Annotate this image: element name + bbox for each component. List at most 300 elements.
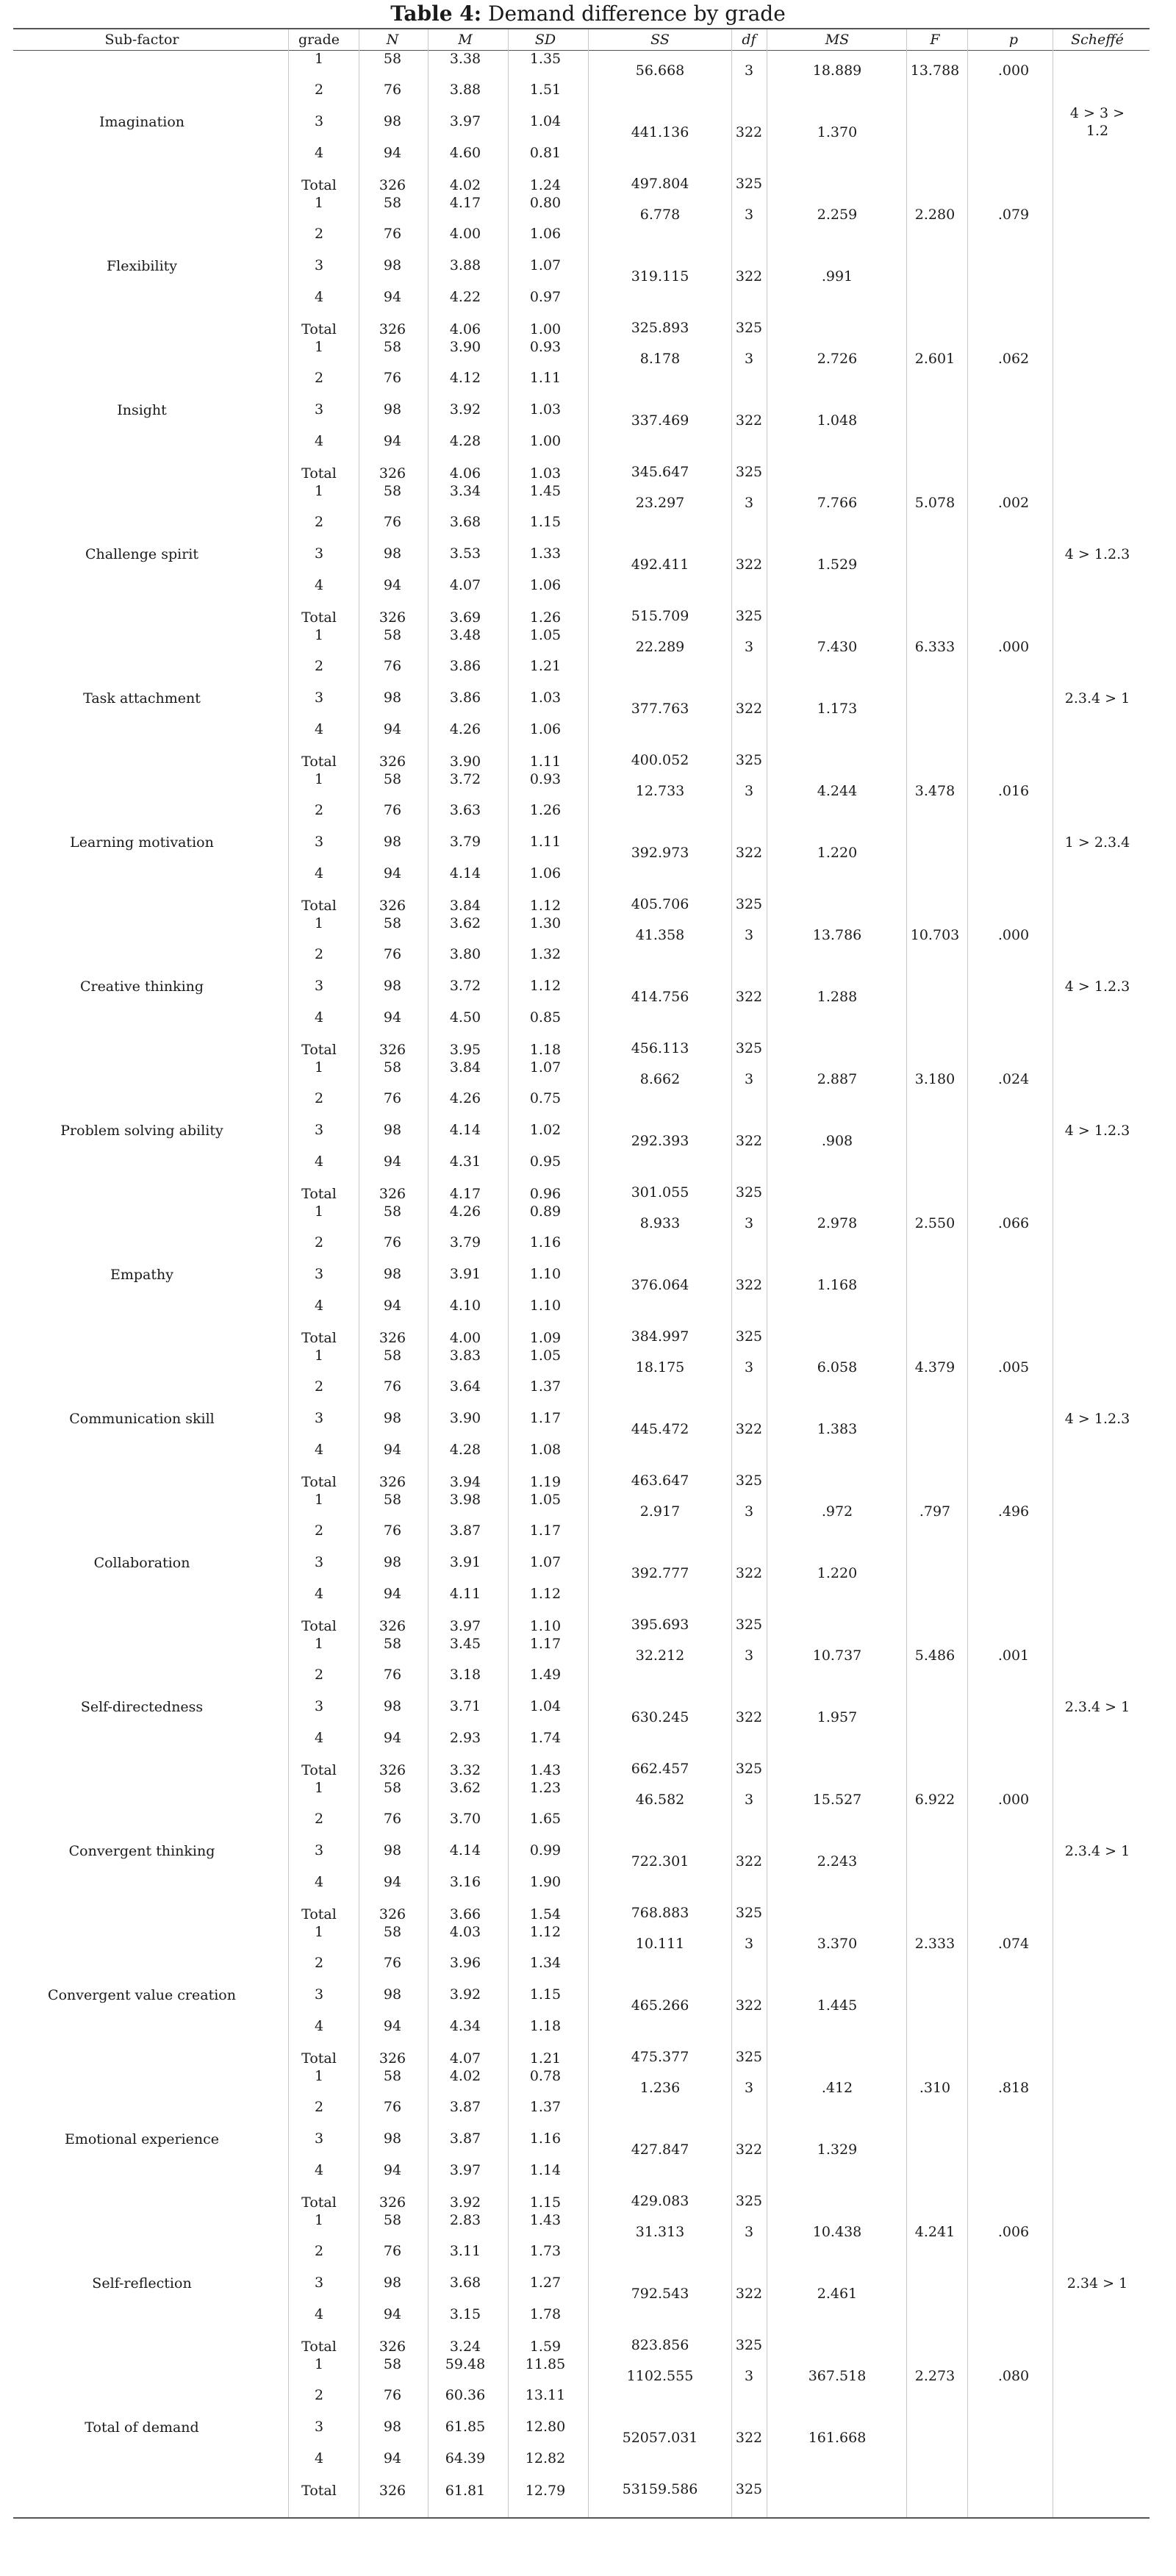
cell-n: 326 bbox=[379, 1042, 406, 1058]
cell-grade: 1 bbox=[314, 1924, 324, 1940]
cell-n: 58 bbox=[383, 1203, 402, 1220]
header-p: p bbox=[1008, 32, 1019, 48]
cell-n: 98 bbox=[383, 2419, 402, 2435]
cell-df: 322 bbox=[735, 1277, 763, 1293]
cell-ss: 53159.586 bbox=[622, 2481, 698, 2497]
cell-scheffe: 4 > 3 > 1.2 bbox=[1069, 105, 1125, 139]
cell-p: .000 bbox=[997, 639, 1030, 655]
cell-grade: Total bbox=[301, 1762, 337, 1778]
cell-sd: 1.59 bbox=[529, 2339, 562, 2355]
cell-n: 326 bbox=[379, 465, 406, 482]
cell-ms: 1.329 bbox=[817, 2142, 858, 2158]
cell-m: 3.92 bbox=[449, 2194, 481, 2211]
cell-df: 325 bbox=[735, 176, 763, 192]
cell-df: 322 bbox=[735, 2430, 763, 2446]
cell-grade: 3 bbox=[314, 1986, 324, 2003]
cell-df: 322 bbox=[735, 1853, 763, 1870]
cell-m: 3.83 bbox=[449, 1348, 481, 1364]
cell-sd: 1.11 bbox=[529, 834, 562, 850]
cell-df: 325 bbox=[735, 1473, 763, 1489]
cell-n: 58 bbox=[383, 483, 402, 499]
cell-f: 3.180 bbox=[914, 1071, 956, 1087]
cell-df: 3 bbox=[744, 495, 754, 511]
cell-f: 2.601 bbox=[914, 351, 956, 367]
cell-m: 3.97 bbox=[449, 1618, 481, 1634]
cell-ms: 367.518 bbox=[808, 2368, 867, 2384]
cell-m: 3.88 bbox=[449, 257, 481, 273]
cell-f: 5.486 bbox=[914, 1647, 956, 1664]
cell-ss: 475.377 bbox=[631, 2049, 689, 2065]
cell-m: 3.16 bbox=[449, 1874, 481, 1890]
cell-grade: 3 bbox=[314, 401, 324, 418]
cell-m: 3.62 bbox=[449, 1780, 481, 1796]
cell-sd: 1.73 bbox=[529, 2243, 562, 2259]
cell-m: 4.28 bbox=[449, 1442, 481, 1458]
cell-grade: 4 bbox=[314, 577, 324, 593]
cell-sd: 1.06 bbox=[529, 865, 562, 881]
cell-grade: Total bbox=[301, 1906, 337, 1922]
cell-df: 322 bbox=[735, 412, 763, 429]
cell-sd: 1.05 bbox=[529, 627, 562, 643]
cell-df: 3 bbox=[744, 1647, 754, 1664]
cell-p: .062 bbox=[997, 351, 1030, 367]
cell-ms: 7.766 bbox=[817, 495, 858, 511]
cell-sd: 1.37 bbox=[529, 2099, 562, 2115]
cell-n: 76 bbox=[383, 802, 402, 818]
cell-n: 98 bbox=[383, 1698, 402, 1714]
cell-df: 322 bbox=[735, 1421, 763, 1437]
cell-p: .016 bbox=[997, 783, 1030, 799]
cell-ms: 1.383 bbox=[817, 1421, 858, 1437]
subfactor-name: Total of demand bbox=[85, 2419, 199, 2436]
cell-grade: 2 bbox=[314, 1955, 324, 1971]
cell-m: 3.87 bbox=[449, 2130, 481, 2147]
cell-n: 76 bbox=[383, 226, 402, 242]
cell-m: 4.11 bbox=[449, 1586, 481, 1602]
cell-sd: 1.16 bbox=[529, 1234, 562, 1251]
top-rule bbox=[13, 28, 1150, 29]
cell-m: 4.10 bbox=[449, 1298, 481, 1314]
cell-m: 4.06 bbox=[449, 321, 481, 337]
cell-df: 325 bbox=[735, 2337, 763, 2353]
subfactor-name: Self-directedness bbox=[80, 1699, 204, 1715]
cell-sd: 0.89 bbox=[529, 1203, 562, 1220]
cell-sd: 1.18 bbox=[529, 1042, 562, 1058]
cell-sd: 1.30 bbox=[529, 915, 562, 931]
cell-m: 61.85 bbox=[445, 2419, 486, 2435]
cell-scheffe: 2.3.4 > 1 bbox=[1064, 1843, 1130, 1859]
cell-m: 4.50 bbox=[449, 1009, 481, 1026]
cell-grade: 4 bbox=[314, 1298, 324, 1314]
cell-sd: 1.33 bbox=[529, 545, 562, 562]
cell-sd: 1.74 bbox=[529, 1730, 562, 1746]
cell-grade: Total bbox=[301, 1330, 337, 1346]
cell-m: 3.91 bbox=[449, 1554, 481, 1570]
cell-m: 60.36 bbox=[445, 2387, 486, 2403]
cell-n: 98 bbox=[383, 690, 402, 706]
cell-grade: 1 bbox=[314, 2356, 324, 2372]
cell-grade: Total bbox=[301, 898, 337, 914]
cell-m: 4.28 bbox=[449, 433, 481, 449]
cell-m: 2.93 bbox=[449, 1730, 481, 1746]
cell-ss: 497.804 bbox=[631, 176, 689, 192]
cell-m: 3.94 bbox=[449, 1474, 481, 1490]
cell-m: 4.26 bbox=[449, 1203, 481, 1220]
cell-sd: 0.81 bbox=[529, 145, 562, 161]
cell-ms: .412 bbox=[821, 2080, 853, 2096]
cell-sd: 1.15 bbox=[529, 1986, 562, 2003]
cell-n: 326 bbox=[379, 2339, 406, 2355]
cell-grade: Total bbox=[301, 2339, 337, 2355]
cell-df: 325 bbox=[735, 896, 763, 912]
cell-scheffe: 4 > 1.2.3 bbox=[1064, 978, 1130, 995]
cell-ms: 10.737 bbox=[812, 1647, 862, 1664]
cell-m: 3.95 bbox=[449, 1042, 481, 1058]
cell-ss: 463.647 bbox=[631, 1473, 689, 1489]
cell-n: 58 bbox=[383, 1059, 402, 1076]
cell-ss: 441.136 bbox=[631, 124, 689, 140]
cell-m: 4.12 bbox=[449, 370, 481, 386]
cell-n: 326 bbox=[379, 754, 406, 770]
cell-sd: 1.07 bbox=[529, 257, 562, 273]
cell-grade: 3 bbox=[314, 1266, 324, 1282]
cell-sd: 0.99 bbox=[529, 1842, 562, 1858]
table-caption: Demand difference by grade bbox=[481, 1, 786, 26]
header-subfactor: Sub-factor bbox=[104, 32, 179, 48]
cell-grade: 3 bbox=[314, 2275, 324, 2291]
cell-scheffe: 2.3.4 > 1 bbox=[1064, 690, 1130, 706]
cell-p: .002 bbox=[997, 495, 1030, 511]
cell-grade: Total bbox=[301, 321, 337, 337]
cell-f: 2.273 bbox=[914, 2368, 956, 2384]
cell-sd: 1.02 bbox=[529, 1122, 562, 1138]
cell-n: 94 bbox=[383, 1009, 402, 1026]
cell-grade: Total bbox=[301, 1042, 337, 1058]
cell-f: 3.478 bbox=[914, 783, 956, 799]
cell-n: 98 bbox=[383, 257, 402, 273]
cell-m: 3.86 bbox=[449, 690, 481, 706]
cell-n: 76 bbox=[383, 658, 402, 674]
cell-grade: Total bbox=[301, 465, 337, 482]
cell-m: 4.14 bbox=[449, 1122, 481, 1138]
cell-m: 3.79 bbox=[449, 834, 481, 850]
cell-grade: 4 bbox=[314, 145, 324, 161]
cell-grade: 4 bbox=[314, 1730, 324, 1746]
cell-sd: 1.05 bbox=[529, 1492, 562, 1508]
cell-sd: 1.12 bbox=[529, 978, 562, 994]
cell-ss: 56.668 bbox=[635, 62, 685, 79]
subfactor-name: Collaboration bbox=[93, 1555, 190, 1571]
cell-sd: 1.03 bbox=[529, 401, 562, 418]
header-M: M bbox=[458, 32, 473, 48]
cell-df: 322 bbox=[735, 268, 763, 285]
cell-sd: 1.10 bbox=[529, 1298, 562, 1314]
cell-ms: 6.058 bbox=[817, 1359, 858, 1375]
cell-grade: 1 bbox=[314, 627, 324, 643]
cell-ms: 2.887 bbox=[817, 1071, 858, 1087]
cell-grade: 4 bbox=[314, 2018, 324, 2034]
cell-m: 3.70 bbox=[449, 1811, 481, 1827]
column-divider bbox=[906, 29, 907, 2517]
subfactor-name: Insight bbox=[117, 402, 167, 418]
cell-ms: 1.529 bbox=[817, 557, 858, 573]
cell-sd: 1.26 bbox=[529, 802, 562, 818]
cell-m: 3.72 bbox=[449, 771, 481, 787]
cell-n: 58 bbox=[383, 339, 402, 355]
cell-m: 3.34 bbox=[449, 483, 481, 499]
cell-m: 3.96 bbox=[449, 1955, 481, 1971]
cell-grade: 3 bbox=[314, 1122, 324, 1138]
cell-sd: 1.65 bbox=[529, 1811, 562, 1827]
cell-sd: 1.12 bbox=[529, 1586, 562, 1602]
cell-grade: 2 bbox=[314, 2099, 324, 2115]
cell-grade: Total bbox=[301, 1474, 337, 1490]
cell-m: 4.07 bbox=[449, 2050, 481, 2067]
cell-df: 3 bbox=[744, 783, 754, 799]
cell-ms: 1.370 bbox=[817, 124, 858, 140]
cell-ss: 301.055 bbox=[631, 1184, 689, 1201]
cell-n: 98 bbox=[383, 2130, 402, 2147]
cell-ms: 18.889 bbox=[812, 62, 862, 79]
cell-m: 4.31 bbox=[449, 1153, 481, 1170]
cell-f: 5.078 bbox=[914, 495, 956, 511]
cell-f: 2.333 bbox=[914, 1936, 956, 1952]
cell-m: 3.68 bbox=[449, 2275, 481, 2291]
cell-ss: 630.245 bbox=[631, 1709, 689, 1725]
cell-ms: 2.243 bbox=[817, 1853, 858, 1870]
cell-m: 3.45 bbox=[449, 1636, 481, 1652]
cell-n: 94 bbox=[383, 721, 402, 737]
cell-grade: 1 bbox=[314, 1492, 324, 1508]
cell-df: 3 bbox=[744, 1792, 754, 1808]
cell-grade: 2 bbox=[314, 2243, 324, 2259]
cell-m: 3.38 bbox=[449, 51, 481, 67]
cell-m: 3.53 bbox=[449, 545, 481, 562]
cell-df: 322 bbox=[735, 701, 763, 717]
cell-grade: 2 bbox=[314, 1090, 324, 1106]
cell-n: 94 bbox=[383, 1298, 402, 1314]
cell-grade: 3 bbox=[314, 2130, 324, 2147]
cell-m: 3.80 bbox=[449, 946, 481, 962]
cell-m: 4.60 bbox=[449, 145, 481, 161]
cell-sd: 1.27 bbox=[529, 2275, 562, 2291]
cell-ss: 1.236 bbox=[639, 2080, 681, 2096]
cell-ss: 722.301 bbox=[631, 1853, 689, 1870]
cell-ss: 392.777 bbox=[631, 1565, 689, 1581]
cell-grade: 1 bbox=[314, 483, 324, 499]
cell-grade: 4 bbox=[314, 1153, 324, 1170]
column-divider bbox=[288, 29, 289, 2517]
cell-m: 3.86 bbox=[449, 658, 481, 674]
cell-sd: 1.07 bbox=[529, 1554, 562, 1570]
cell-m: 3.87 bbox=[449, 1523, 481, 1539]
header-MS: MS bbox=[825, 32, 850, 48]
cell-ss: 325.893 bbox=[631, 320, 689, 336]
cell-grade: 3 bbox=[314, 1410, 324, 1426]
cell-sd: 1.54 bbox=[529, 1906, 562, 1922]
cell-m: 3.91 bbox=[449, 1266, 481, 1282]
cell-grade: 2 bbox=[314, 1811, 324, 1827]
cell-sd: 1.16 bbox=[529, 2130, 562, 2147]
cell-m: 4.17 bbox=[449, 195, 481, 211]
cell-df: 325 bbox=[735, 2193, 763, 2209]
cell-n: 76 bbox=[383, 1090, 402, 1106]
cell-n: 94 bbox=[383, 1730, 402, 1746]
cell-m: 3.92 bbox=[449, 1986, 481, 2003]
cell-ss: 792.543 bbox=[631, 2286, 689, 2302]
cell-ss: 768.883 bbox=[631, 1905, 689, 1921]
cell-grade: Total bbox=[301, 1186, 337, 1202]
cell-df: 325 bbox=[735, 464, 763, 480]
cell-ss: 492.411 bbox=[631, 557, 689, 573]
cell-sd: 1.45 bbox=[529, 483, 562, 499]
cell-df: 322 bbox=[735, 1565, 763, 1581]
cell-grade: 4 bbox=[314, 1874, 324, 1890]
cell-ss: 405.706 bbox=[631, 896, 689, 912]
cell-grade: 1 bbox=[314, 1059, 324, 1076]
cell-n: 76 bbox=[383, 514, 402, 530]
cell-ms: 2.726 bbox=[817, 351, 858, 367]
cell-grade: 2 bbox=[314, 946, 324, 962]
cell-df: 3 bbox=[744, 2368, 754, 2384]
cell-grade: 2 bbox=[314, 802, 324, 818]
cell-df: 322 bbox=[735, 845, 763, 861]
cell-grade: 2 bbox=[314, 82, 324, 98]
cell-n: 58 bbox=[383, 2356, 402, 2372]
cell-sd: 1.78 bbox=[529, 2306, 562, 2322]
cell-df: 325 bbox=[735, 2049, 763, 2065]
cell-ss: 8.933 bbox=[639, 1215, 681, 1231]
header-grade: grade bbox=[298, 32, 340, 48]
cell-n: 76 bbox=[383, 1234, 402, 1251]
cell-df: 325 bbox=[735, 1184, 763, 1201]
cell-ms: 2.978 bbox=[817, 1215, 858, 1231]
cell-ss: 52057.031 bbox=[622, 2430, 698, 2446]
cell-df: 322 bbox=[735, 2142, 763, 2158]
cell-ss: 31.313 bbox=[635, 2224, 685, 2240]
cell-sd: 0.80 bbox=[529, 195, 562, 211]
cell-ms: 1.288 bbox=[817, 989, 858, 1005]
cell-grade: 1 bbox=[314, 339, 324, 355]
header-rule bbox=[13, 50, 1150, 51]
cell-sd: 1.11 bbox=[529, 370, 562, 386]
cell-ss: 32.212 bbox=[635, 1647, 685, 1664]
subfactor-name: Imagination bbox=[98, 114, 185, 130]
cell-ms: 1.957 bbox=[817, 1709, 858, 1725]
cell-grade: 3 bbox=[314, 1842, 324, 1858]
cell-n: 58 bbox=[383, 1924, 402, 1940]
cell-n: 94 bbox=[383, 1153, 402, 1170]
cell-n: 326 bbox=[379, 1762, 406, 1778]
cell-sd: 1.06 bbox=[529, 226, 562, 242]
cell-grade: 3 bbox=[314, 257, 324, 273]
column-divider bbox=[588, 29, 589, 2517]
cell-n: 76 bbox=[383, 946, 402, 962]
cell-m: 3.66 bbox=[449, 1906, 481, 1922]
cell-ss: 41.358 bbox=[635, 927, 685, 943]
cell-n: 94 bbox=[383, 433, 402, 449]
cell-grade: 4 bbox=[314, 865, 324, 881]
cell-sd: 1.23 bbox=[529, 1780, 562, 1796]
header-df: df bbox=[742, 32, 756, 48]
cell-grade: 4 bbox=[314, 721, 324, 737]
cell-n: 326 bbox=[379, 898, 406, 914]
bottom-rule bbox=[13, 2517, 1150, 2519]
cell-ss: 319.115 bbox=[631, 268, 689, 285]
cell-df: 322 bbox=[735, 989, 763, 1005]
column-divider bbox=[731, 29, 732, 2517]
cell-m: 3.32 bbox=[449, 1762, 481, 1778]
cell-grade: 1 bbox=[314, 771, 324, 787]
cell-n: 58 bbox=[383, 771, 402, 787]
cell-sd: 1.26 bbox=[529, 609, 562, 626]
cell-p: .818 bbox=[997, 2080, 1030, 2096]
cell-m: 4.00 bbox=[449, 226, 481, 242]
cell-m: 3.97 bbox=[449, 2162, 481, 2178]
cell-sd: 1.10 bbox=[529, 1618, 562, 1634]
cell-sd: 1.12 bbox=[529, 1924, 562, 1940]
cell-sd: 1.14 bbox=[529, 2162, 562, 2178]
cell-grade: 3 bbox=[314, 978, 324, 994]
cell-n: 94 bbox=[383, 1442, 402, 1458]
cell-df: 3 bbox=[744, 1359, 754, 1375]
cell-n: 76 bbox=[383, 2387, 402, 2403]
cell-m: 3.15 bbox=[449, 2306, 481, 2322]
cell-f: 2.280 bbox=[914, 207, 956, 223]
cell-ms: 10.438 bbox=[812, 2224, 862, 2240]
cell-m: 3.11 bbox=[449, 2243, 481, 2259]
cell-p: .005 bbox=[997, 1359, 1030, 1375]
subfactor-name: Challenge spirit bbox=[85, 546, 198, 562]
cell-sd: 1.49 bbox=[529, 1667, 562, 1683]
cell-n: 98 bbox=[383, 1986, 402, 2003]
cell-ss: 429.083 bbox=[631, 2193, 689, 2209]
cell-p: .079 bbox=[997, 207, 1030, 223]
cell-n: 326 bbox=[379, 2194, 406, 2211]
cell-f: 4.379 bbox=[914, 1359, 956, 1375]
cell-ms: 3.370 bbox=[817, 1936, 858, 1952]
cell-scheffe: 2.34 > 1 bbox=[1066, 2275, 1128, 2291]
cell-sd: 1.08 bbox=[529, 1442, 562, 1458]
cell-n: 98 bbox=[383, 1122, 402, 1138]
cell-f: 2.550 bbox=[914, 1215, 956, 1231]
cell-m: 3.68 bbox=[449, 514, 481, 530]
cell-ms: 2.259 bbox=[817, 207, 858, 223]
cell-sd: 1.06 bbox=[529, 577, 562, 593]
cell-m: 4.26 bbox=[449, 721, 481, 737]
cell-n: 326 bbox=[379, 2483, 406, 2499]
cell-n: 326 bbox=[379, 1474, 406, 1490]
cell-ss: 445.472 bbox=[631, 1421, 689, 1437]
cell-m: 3.63 bbox=[449, 802, 481, 818]
cell-ms: .908 bbox=[821, 1133, 853, 1149]
cell-ms: 1.048 bbox=[817, 412, 858, 429]
cell-p: .024 bbox=[997, 1071, 1030, 1087]
cell-f: .310 bbox=[919, 2080, 951, 2096]
cell-grade: Total bbox=[301, 1618, 337, 1634]
cell-p: .074 bbox=[997, 1936, 1030, 1952]
cell-grade: 2 bbox=[314, 370, 324, 386]
cell-n: 98 bbox=[383, 401, 402, 418]
cell-ss: 22.289 bbox=[635, 639, 685, 655]
cell-grade: Total bbox=[301, 2483, 337, 2499]
cell-ms: 1.168 bbox=[817, 1277, 858, 1293]
cell-m: 3.87 bbox=[449, 2099, 481, 2115]
cell-sd: 1.34 bbox=[529, 1955, 562, 1971]
cell-df: 3 bbox=[744, 2080, 754, 2096]
cell-ss: 345.647 bbox=[631, 464, 689, 480]
cell-grade: 3 bbox=[314, 1698, 324, 1714]
